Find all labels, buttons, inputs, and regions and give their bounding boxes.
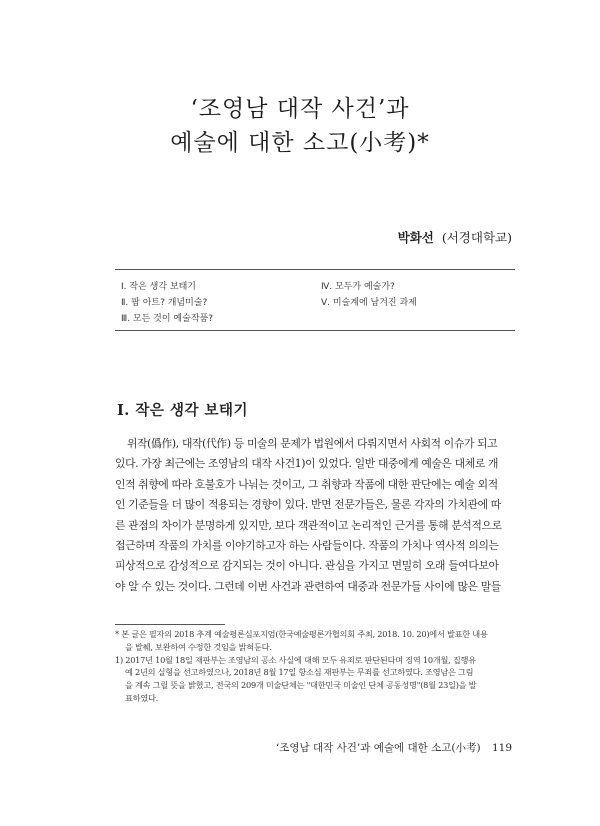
footnote-1-line: 표하였다. — [125, 692, 158, 703]
body-line: 인적 취향에 따라 호불호가 나눠는 것이고, 그 취향과 작품에 대한 판단에는 예술 외적 — [115, 477, 498, 491]
author-affiliation: (서경대학교) — [441, 230, 512, 245]
running-title: ‘조영남 대작 사건’과 예술에 대한 소고(小考) — [275, 742, 481, 754]
toc-item-2[interactable]: Ⅱ. 팝 아트? 개념미술? — [121, 298, 208, 308]
body-line: 야 알 수 있는 것이다. 그런데 이번 사건과 관련하여 대중과 전문가들 사이에 많은 말들 — [115, 579, 501, 593]
author-name: 박화선 — [397, 230, 434, 245]
article-title — [0, 92, 600, 160]
body-line: 인 기준들을 더 많이 적용되는 경향이 있다. 반면 전문가들은, 물론 각자의 가치관에 따 — [115, 498, 501, 512]
toc-item-5[interactable]: Ⅴ. 미술계에 남겨진 과제 — [321, 298, 417, 308]
footnote-1-line: 을 계속 그릴 뜻을 밝혔고, 전국의 209개 미술단체는 "대한민국 미술인 단체 공동성명"(8월 23일)을 발 — [125, 680, 477, 691]
body-line: 있다. 가장 최근에는 조영남의 대작 사건1)이 있었다. 일반 대중에게 예술은 대체로 개 — [115, 457, 499, 471]
author-line — [398, 228, 512, 246]
title-line-1: ‘조영남 대작 사건’과 — [190, 96, 410, 122]
page-number: 119 — [491, 742, 512, 754]
title-line-2: 예술에 대한 소고(小考)* — [170, 130, 430, 156]
running-footer — [276, 740, 512, 755]
footnote-star-line: 을 발췌, 보완하여 수정한 것임을 밝혀둔다. — [125, 641, 272, 652]
footnotes — [115, 628, 517, 705]
footnote-1-line: 예 2년의 실형을 선고하였으나, 2018년 8월 17일 항소심 재판부는 무죄를 선고하였다. 조영남은 그림 — [125, 667, 474, 678]
body-line: 접근하며 작품의 가치를 이야기하고자 하는 사람들이다. 작품의 가치나 역사적 의의는 — [115, 538, 499, 552]
footnote-star-line: * 본 글은 필자의 2018 추계 예술평론심포지엄(한국예술평론가협의회 주최, 2018. 10. 20)에서 발표한 내용 — [115, 629, 488, 639]
body-line: 피상적으로 감성적으로 감지되는 것이 아니다. 관심을 가지고 면밀히 오래 들여다보아 — [115, 559, 499, 573]
body-line: 위작(僞作), 대작(代作) 등 미술의 문제가 법원에서 다뤄지면서 사회적 이슈가 되고 — [127, 437, 498, 450]
toc-item-3[interactable]: Ⅲ. 모든 것이 예술작품? — [121, 314, 213, 324]
body-paragraph — [115, 434, 515, 597]
toc-item-4[interactable]: Ⅳ. 모두가 예술가? — [321, 282, 395, 292]
footnote-1-line: 1) 2017년 10월 18일 재판부는 조영남의 공소 사실에 대해 모두 유죄로 판단된다며 징역 10개월, 집행유 — [115, 654, 476, 665]
toc-item-1[interactable]: Ⅰ. 작은 생각 보태기 — [121, 282, 196, 292]
body-line: 른 관점의 차이가 분명하게 있지만, 보다 객관적이고 논리적인 근거를 통해 분석적으로 — [115, 518, 502, 532]
table-of-contents — [115, 269, 515, 331]
section-heading: Ⅰ. 작은 생각 보태기 — [117, 402, 249, 419]
footnote-divider — [115, 624, 225, 625]
